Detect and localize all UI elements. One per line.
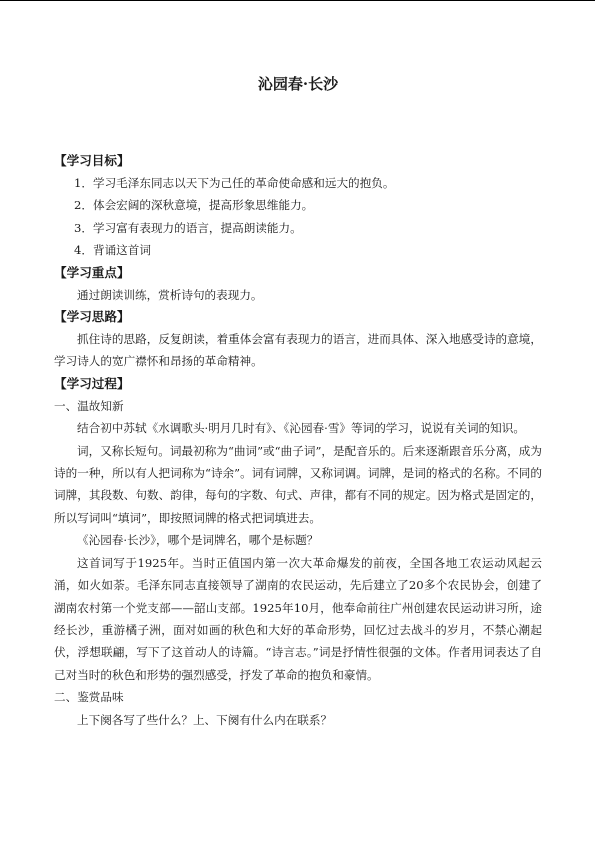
section-appreciation-para-1: 上下阕各写了些什么？上、下阕有什么内在联系？	[77, 712, 333, 727]
section-appreciation-title: 二、鉴赏品味	[54, 690, 124, 705]
section-review-para-2: 词，又称长短句。词最初称为“曲词”或“曲子词”，是配音乐的。后来逐渐跟音乐分离，成为诗的一种，所以有人把词称为“诗余”。词有词牌，又称词调。词牌，是词的格式的名称。不同的词牌，其段数、句数、韵律，每句的字数、句式、声律，都有不同的规定。因为格式是固定的，所以写词叫“填词”，即按照词牌的格式把词填进去。	[54, 443, 542, 525]
document-title: 沁园春·长沙	[257, 75, 339, 93]
approach-heading: 【学习思路】	[54, 309, 130, 325]
focus-heading: 【学习重点】	[54, 264, 130, 280]
goal-item-4: 4．背诵这首词	[74, 243, 151, 258]
section-review-para-4: 这首词写于1925年。当时正值国内第一次大革命爆发的前夜，全国各地工农运动风起云涌，如火如荼。毛泽东同志直接领导了湖南的农民运动，先后建立了20多个农民协会，创建了湖南农村第一个党支部——韶山支部。1925年10月，他奉命前往广州创建农民运动讲习所，途经长沙，重游橘子洲，面对如画的秋色和大好的革命形势，回忆过去战斗的岁月，不禁心潮起伏，浮想联翩，写下了这首动人的诗篇。“诗言志。”词是抒情性很强的文体。作者用词表达了自己对当时的秋色和形势的强烈感受，抒发了革命的抱负和豪情。	[54, 555, 542, 682]
goals-heading: 【学习目标】	[54, 153, 130, 168]
section-review-para-3: 《沁园春·长沙》，哪个是词牌名，哪个是标题？	[77, 533, 319, 548]
document-page	[54, 72, 542, 731]
process-heading: 【学习过程】	[54, 375, 130, 391]
top-border-line	[0, 0, 595, 1]
goal-item-2: 2．体会宏阔的深秋意境，提高形象思维能力。	[74, 198, 314, 213]
goal-item-1: 1．学习毛泽东同志以天下为己任的革命使命感和远大的抱负。	[74, 176, 395, 190]
section-review-para-1: 结合初中苏轼《水调歌头·明月几时有》、《沁园春·雪》等词的学习，说说有关词的知识。	[77, 421, 525, 436]
section-review-title: 一、温故知新	[54, 398, 124, 413]
focus-text: 通过朗读训练，赏析诗句的表现力。	[77, 287, 263, 302]
goal-item-3: 3．学习富有表现力的语言，提高朗读能力。	[74, 220, 302, 235]
approach-text: 抓住诗的思路，反复朗读，着重体会富有表现力的语言，进而具体、深入地感受诗的意境，学习诗人的宽广襟怀和昂扬的革命精神。	[54, 332, 542, 369]
